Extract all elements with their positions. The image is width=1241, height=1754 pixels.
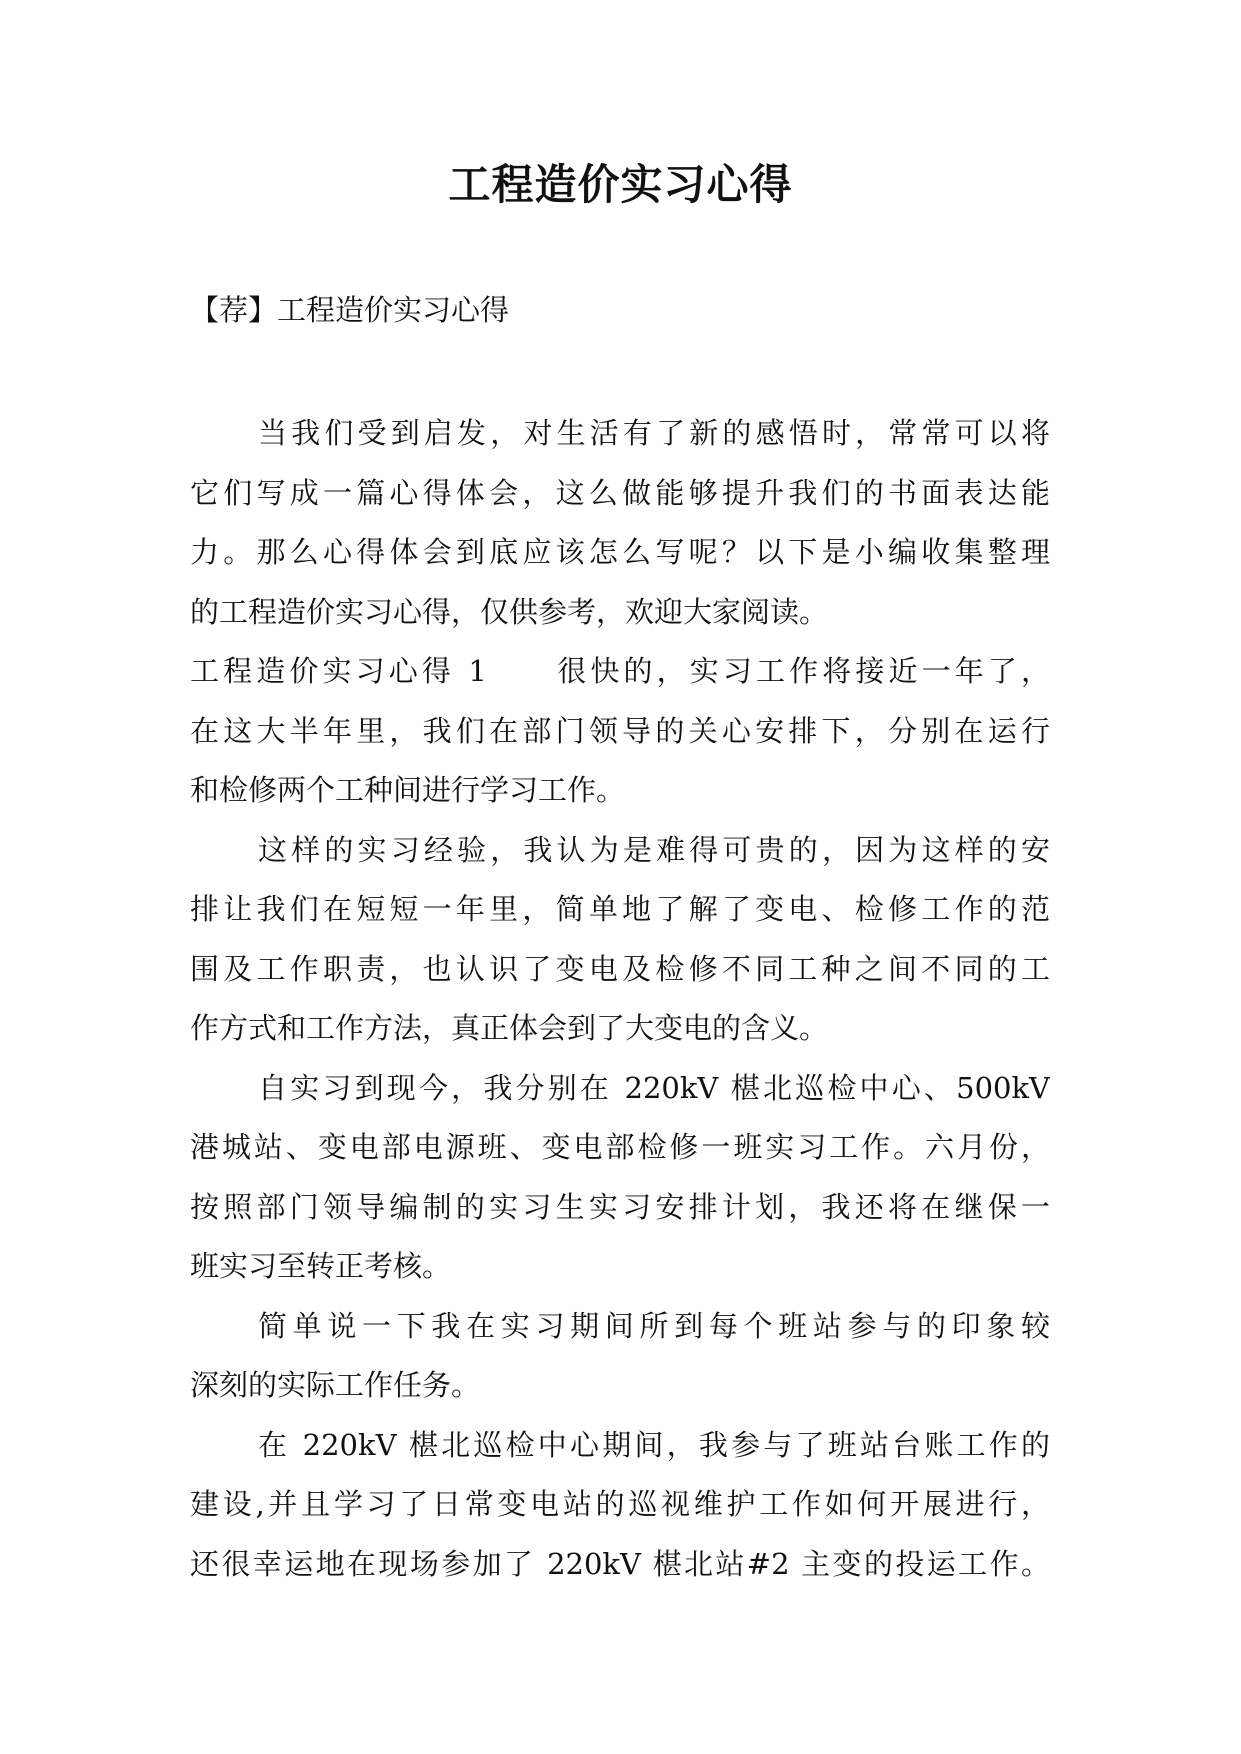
document-body: [190, 404, 1050, 1594]
body-line: 围及工作职责，也认识了变电及检修不同工种之间不同的工: [190, 951, 1050, 986]
body-line: 在这大半年里，我们在部门领导的关心安排下，分别在运行: [190, 713, 1050, 748]
document-title: 工程造价实习心得: [448, 160, 793, 209]
body-line: 和检修两个工种间进行学习工作。: [190, 773, 626, 807]
body-line: 它们写成一篇心得体会，这么做能够提升我们的书面表达能: [190, 475, 1050, 510]
body-line: 班实习至转正考核。: [190, 1249, 452, 1283]
body-line: 还很幸运地在现场参加了 220kV 椹北站#2 主变的投运工作。: [190, 1546, 1050, 1581]
body-line: 自实习到现今，我分别在 220kV 椹北巡检中心、500kV: [258, 1070, 1050, 1105]
body-line: 当我们受到启发，对生活有了新的感悟时，常常可以将: [258, 416, 1050, 450]
body-line: 按照部门领导编制的实习生实习安排计划，我还将在继保一: [190, 1189, 1050, 1224]
body-line: 作方式和工作方法，真正体会到了大变电的含义。: [190, 1011, 829, 1045]
body-line: 这样的实习经验，我认为是难得可贵的，因为这样的安: [258, 832, 1050, 867]
body-line: 深刻的实际工作任务。: [190, 1368, 481, 1402]
body-line: 工程造价实习心得 1 很快的，实习工作将接近一年了，: [190, 654, 1050, 688]
body-line: 港城站、变电部电源班、变电部检修一班实习工作。六月份，: [190, 1130, 1050, 1164]
body-line: 在 220kV 椹北巡检中心期间，我参与了班站台账工作的: [258, 1427, 1050, 1462]
body-line: 建设,并且学习了日常变电站的巡视维护工作如何开展进行，: [190, 1487, 1050, 1521]
body-line: 的工程造价实习心得，仅供参考，欢迎大家阅读。: [190, 594, 829, 629]
body-line: 力。那么心得体会到底应该怎么写呢？以下是小编收集整理: [190, 535, 1050, 569]
document-subtitle: 【荐】工程造价实习心得: [190, 293, 510, 327]
body-line: 排让我们在短短一年里，简单地了解了变电、检修工作的范: [190, 892, 1050, 926]
body-line: 简单说一下我在实习期间所到每个班站参与的印象较: [258, 1308, 1050, 1343]
